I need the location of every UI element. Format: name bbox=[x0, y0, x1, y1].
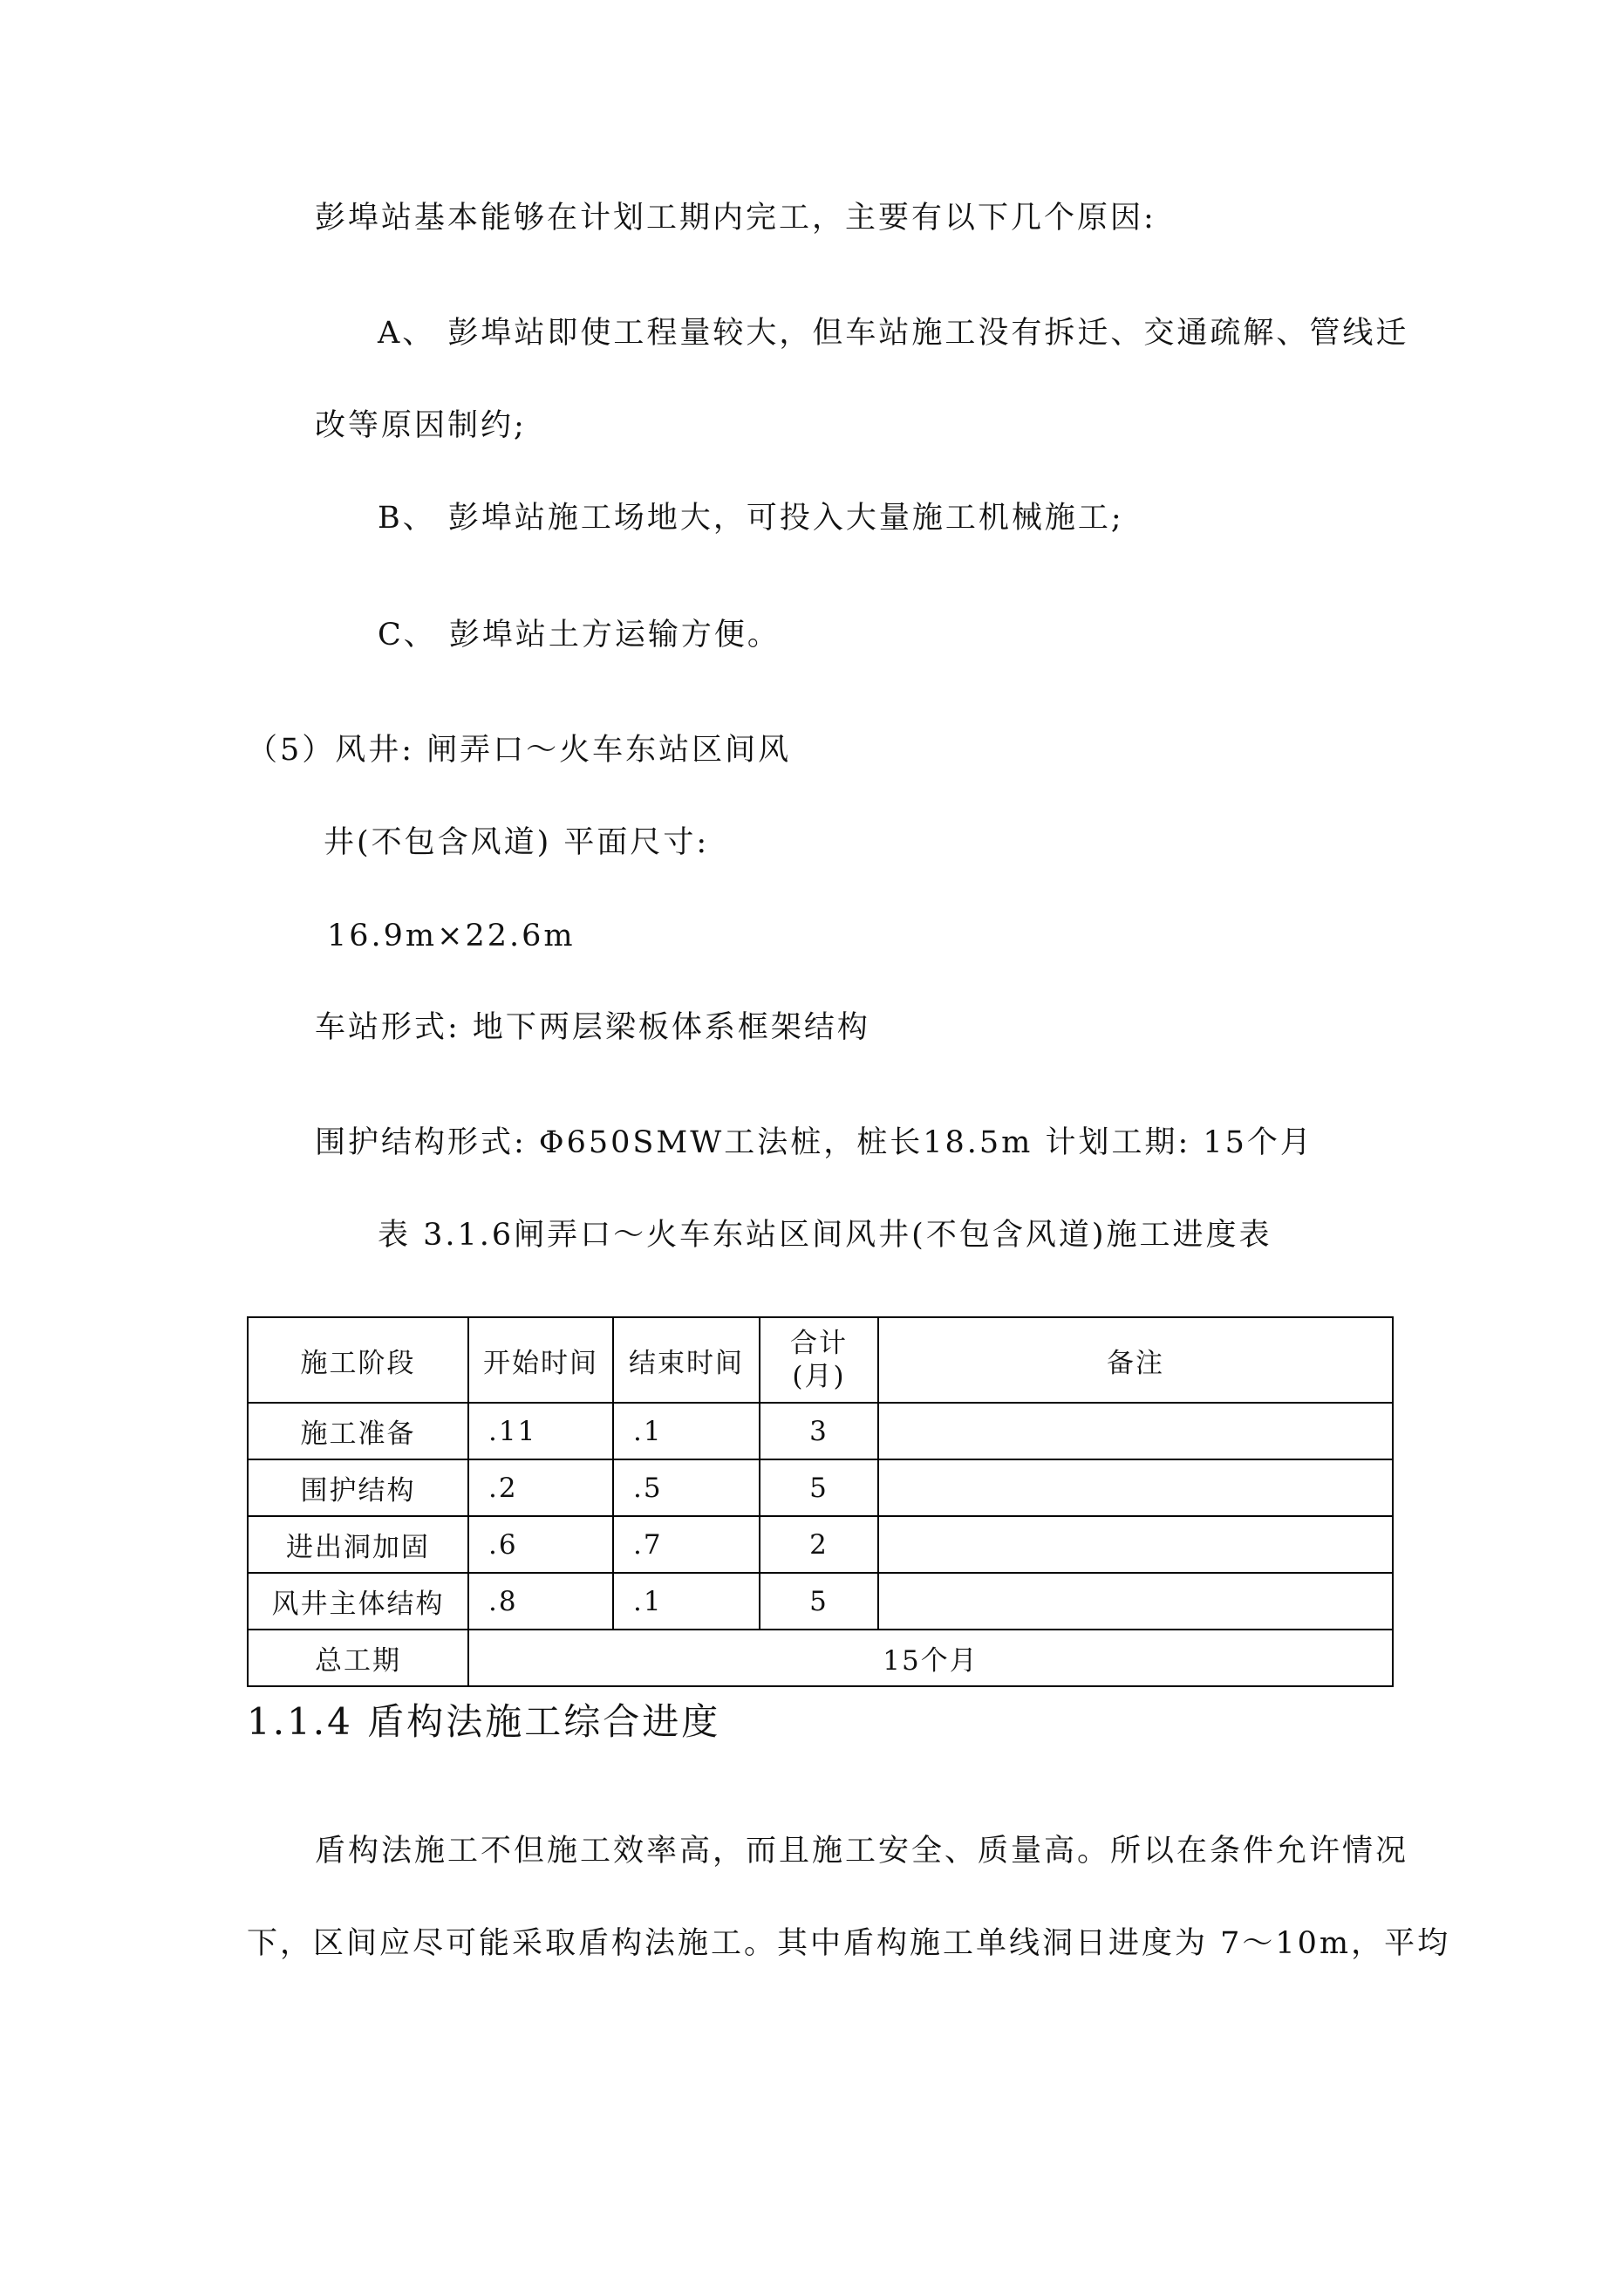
paragraph-shaft-dimensions: 16.9m×22.6m bbox=[327, 919, 576, 953]
header-total-label: 合计 bbox=[790, 1328, 848, 1359]
header-total-unit: (月) bbox=[792, 1361, 846, 1392]
cell-remark bbox=[878, 1459, 1393, 1516]
cell-remark bbox=[878, 1573, 1393, 1630]
cell-months: 5 bbox=[760, 1573, 878, 1630]
cell-total-label: 总工期 bbox=[248, 1630, 468, 1686]
header-start-time: 开始时间 bbox=[468, 1317, 613, 1403]
paragraph-reason-c: C、 彭埠站土方运输方便。 bbox=[378, 618, 781, 653]
section-paragraph-line-1: 盾构法施工不但施工效率高，而且施工安全、质量高。所以在条件允许情况 bbox=[315, 1834, 1409, 1869]
header-stage: 施工阶段 bbox=[248, 1317, 468, 1403]
cell-stage: 进出洞加固 bbox=[248, 1516, 468, 1573]
cell-start: .8 bbox=[468, 1573, 613, 1630]
cell-total-value: 15个月 bbox=[468, 1630, 1393, 1686]
paragraph-shaft-title: （5）风井: 闸弄口～火车东站区间风 bbox=[247, 733, 792, 768]
cell-remark bbox=[878, 1516, 1393, 1573]
cell-start: .2 bbox=[468, 1459, 613, 1516]
table-header-row bbox=[248, 1317, 1393, 1403]
paragraph-reason-a-cont: 改等原因制约; bbox=[315, 408, 527, 443]
paragraph-reason-b: B、 彭埠站施工场地大，可投入大量施工机械施工; bbox=[378, 501, 1124, 536]
table-row bbox=[248, 1459, 1393, 1516]
header-remark: 备注 bbox=[878, 1317, 1393, 1403]
paragraph-reasons-intro: 彭埠站基本能够在计划工期内完工，主要有以下几个原因: bbox=[315, 201, 1156, 236]
table-total-row bbox=[248, 1630, 1393, 1686]
paragraph-reason-a: A、 彭埠站即使工程量较大，但车站施工没有拆迁、交通疏解、管线迁 bbox=[378, 316, 1409, 351]
cell-start: .6 bbox=[468, 1516, 613, 1573]
paragraph-structure-form: 车站形式: 地下两层梁板体系框架结构 bbox=[315, 1010, 870, 1045]
cell-months: 2 bbox=[760, 1516, 878, 1573]
cell-stage: 围护结构 bbox=[248, 1459, 468, 1516]
table-caption: 表 3.1.6闸弄口～火车东站区间风井(不包含风道)施工进度表 bbox=[378, 1218, 1272, 1253]
cell-months: 3 bbox=[760, 1403, 878, 1459]
cell-end: .1 bbox=[613, 1403, 760, 1459]
header-total-months bbox=[760, 1317, 878, 1403]
cell-stage: 施工准备 bbox=[248, 1403, 468, 1459]
cell-remark bbox=[878, 1403, 1393, 1459]
section-paragraph-line-2: 下，区间应尽可能采取盾构法施工。其中盾构施工单线洞日进度为 7～10m，平均 bbox=[247, 1926, 1451, 1961]
cell-end: .5 bbox=[613, 1459, 760, 1516]
cell-months: 5 bbox=[760, 1459, 878, 1516]
header-end-time: 结束时间 bbox=[613, 1317, 760, 1403]
paragraph-retaining-structure: 围护结构形式: Φ650SMW工法桩，桩长18.5m 计划工期: 15个月 bbox=[315, 1125, 1313, 1160]
cell-stage: 风井主体结构 bbox=[248, 1573, 468, 1630]
section-heading: 1.1.4 盾构法施工综合进度 bbox=[247, 1700, 721, 1743]
paragraph-shaft-size-label: 井(不包含风道) 平面尺寸: bbox=[324, 825, 710, 860]
table-row bbox=[248, 1573, 1393, 1630]
schedule-table bbox=[247, 1316, 1394, 1687]
cell-end: .7 bbox=[613, 1516, 760, 1573]
cell-end: .1 bbox=[613, 1573, 760, 1630]
cell-start: .11 bbox=[468, 1403, 613, 1459]
table-row bbox=[248, 1403, 1393, 1459]
table-row bbox=[248, 1516, 1393, 1573]
